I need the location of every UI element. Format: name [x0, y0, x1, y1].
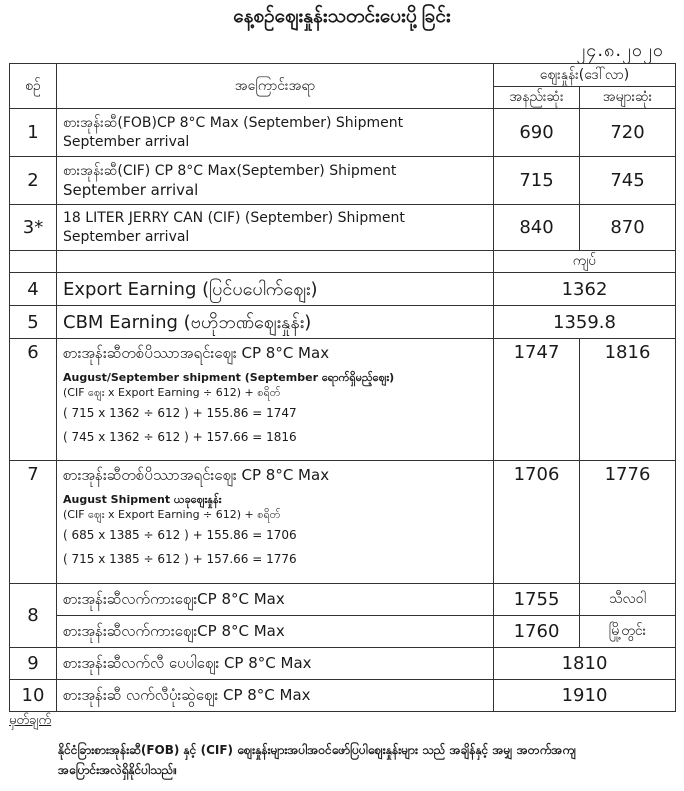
table-row — [10, 273, 676, 306]
row-description: စားအုန်းဆီလက်လီ ပေပါဈေး CP 8°C Max — [57, 648, 494, 680]
row-shipment-note: August Shipment ယခုဈေးနှုန်း — [63, 493, 222, 506]
table-row — [10, 306, 676, 339]
footnote-title: မှတ်ချက် — [9, 713, 52, 728]
row-place: မြို့တွင်း — [580, 616, 676, 648]
row-value: 1810 — [494, 648, 676, 680]
row-value: 1910 — [494, 680, 676, 712]
row-shipment-note: August/September shipment (September ရောက်ရှိမည့်ဈေး) — [63, 371, 395, 384]
table-row — [10, 616, 676, 648]
row-number: 9 — [10, 648, 57, 680]
row-desc-line2: September arrival — [63, 180, 199, 199]
unit-kyat-label: ကျပ် — [494, 251, 676, 273]
table-row — [10, 157, 676, 205]
row-high-price: 745 — [580, 157, 676, 205]
row-calc-1: ( 685 x 1385 ÷ 612 ) + 155.86 = 1706 — [63, 528, 297, 542]
row-description — [57, 157, 494, 205]
header-row — [10, 64, 676, 87]
row-number: 2 — [10, 157, 57, 205]
table-row — [10, 680, 676, 712]
header-price-group: ဈေးနှုန်း(ဒေါ်လာ) — [494, 64, 676, 87]
row-number: 6 — [10, 339, 57, 461]
row-calc-2: ( 745 x 1362 ÷ 612 ) + 157.66 = 1816 — [63, 430, 297, 444]
row-value: 1362 — [494, 273, 676, 306]
row-description: Export Earning (ပြင်ပပေါက်ဈေး) — [57, 273, 494, 306]
footnote-text: နိုင်ငံခြားစားအုန်းဆီ(FOB) နှင့် (CIF) ဈေးနှုန်းများအပါအဝင်ဖော်ပြပါဈေးနှုန်းများ သည် အချိန်နှင့် အမျှ အတက်အကျ အပြောင်းအလဲရှိနိုင်ပါသည်။ — [58, 743, 577, 777]
row-desc-line2: September arrival — [63, 228, 190, 245]
row-value: 1760 — [494, 616, 580, 648]
row-value: 1755 — [494, 584, 580, 616]
row-number: 7 — [10, 461, 57, 584]
row-high-price: 870 — [580, 205, 676, 251]
row-desc-title: စားအုန်းဆီတစ်ပိဿာအရင်းဈေး CP 8°C Max — [63, 466, 330, 484]
row-description: စားအုန်းဆီ လက်လီပုံးဆွဲဈေး CP 8°C Max — [57, 680, 494, 712]
row-number: 8 — [10, 584, 57, 648]
row-low-price: 1706 — [494, 461, 580, 584]
table-row — [10, 205, 676, 251]
table-row — [10, 339, 676, 461]
row-description — [57, 461, 494, 584]
price-table — [9, 63, 676, 712]
row-description: စားအုန်းဆီလက်ကားဈေးCP 8°C Max — [57, 616, 494, 648]
row-high-price: 1816 — [580, 339, 676, 461]
row-description — [57, 205, 494, 251]
row-description — [57, 339, 494, 461]
unit-row-blank — [57, 251, 494, 273]
row-description — [57, 109, 494, 157]
row-description: စားအုန်းဆီလက်ကားဈေးCP 8°C Max — [57, 584, 494, 616]
row-value: 1359.8 — [494, 306, 676, 339]
row-desc-line2: September arrival — [63, 133, 190, 150]
row-calc-2: ( 715 x 1385 ÷ 612 ) + 157.66 = 1776 — [63, 552, 297, 566]
row-number: 4 — [10, 273, 57, 306]
header-no: စဉ် — [10, 64, 57, 109]
header-low: အနည်းဆုံး — [494, 87, 580, 109]
header-high: အများဆုံး — [580, 87, 676, 109]
row-low-price: 690 — [494, 109, 580, 157]
row-desc-title: စားအုန်းဆီတစ်ပိဿာအရင်းဈေး CP 8°C Max — [63, 344, 330, 362]
row-low-price: 715 — [494, 157, 580, 205]
row-calc-1: ( 715 x 1362 ÷ 612 ) + 155.86 = 1747 — [63, 406, 297, 420]
row-number: 5 — [10, 306, 57, 339]
row-desc-line1: စားအုန်းဆီ(FOB)CP 8°C Max (September) Shipment — [63, 114, 404, 131]
row-formula: (CIF ဈေး x Export Earning ÷ 612) + စရိတ် — [63, 386, 281, 399]
page-title: နေ့စဉ်ဈေးနှုန်းသတင်းပေးပို့ခြင်း — [233, 5, 451, 27]
unit-row — [10, 251, 676, 273]
row-low-price: 840 — [494, 205, 580, 251]
report-date: ၂၄.၈.၂၀၂၀ — [576, 40, 664, 61]
table-row — [10, 109, 676, 157]
row-description: CBM Earning (ဗဟိုဘဏ်ဈေးနှုန်း) — [57, 306, 494, 339]
row-desc-line1: 18 LITER JERRY CAN (CIF) (September) Shipment — [63, 209, 405, 226]
row-number: 10 — [10, 680, 57, 712]
row-high-price: 720 — [580, 109, 676, 157]
row-number: 3* — [10, 205, 57, 251]
row-low-price: 1747 — [494, 339, 580, 461]
unit-row-blank — [10, 251, 57, 273]
row-number: 1 — [10, 109, 57, 157]
table-row — [10, 461, 676, 584]
header-description: အကြောင်းအရာ — [57, 64, 494, 109]
row-place: သီလဝါ — [580, 584, 676, 616]
row-formula: (CIF ဈေး x Export Earning ÷ 612) + စရိတ် — [63, 508, 281, 521]
table-row — [10, 648, 676, 680]
row-desc-line1: စားအုန်းဆီ(CIF) CP 8°C Max(September) Shipment — [63, 162, 397, 179]
table-row — [10, 584, 676, 616]
row-high-price: 1776 — [580, 461, 676, 584]
